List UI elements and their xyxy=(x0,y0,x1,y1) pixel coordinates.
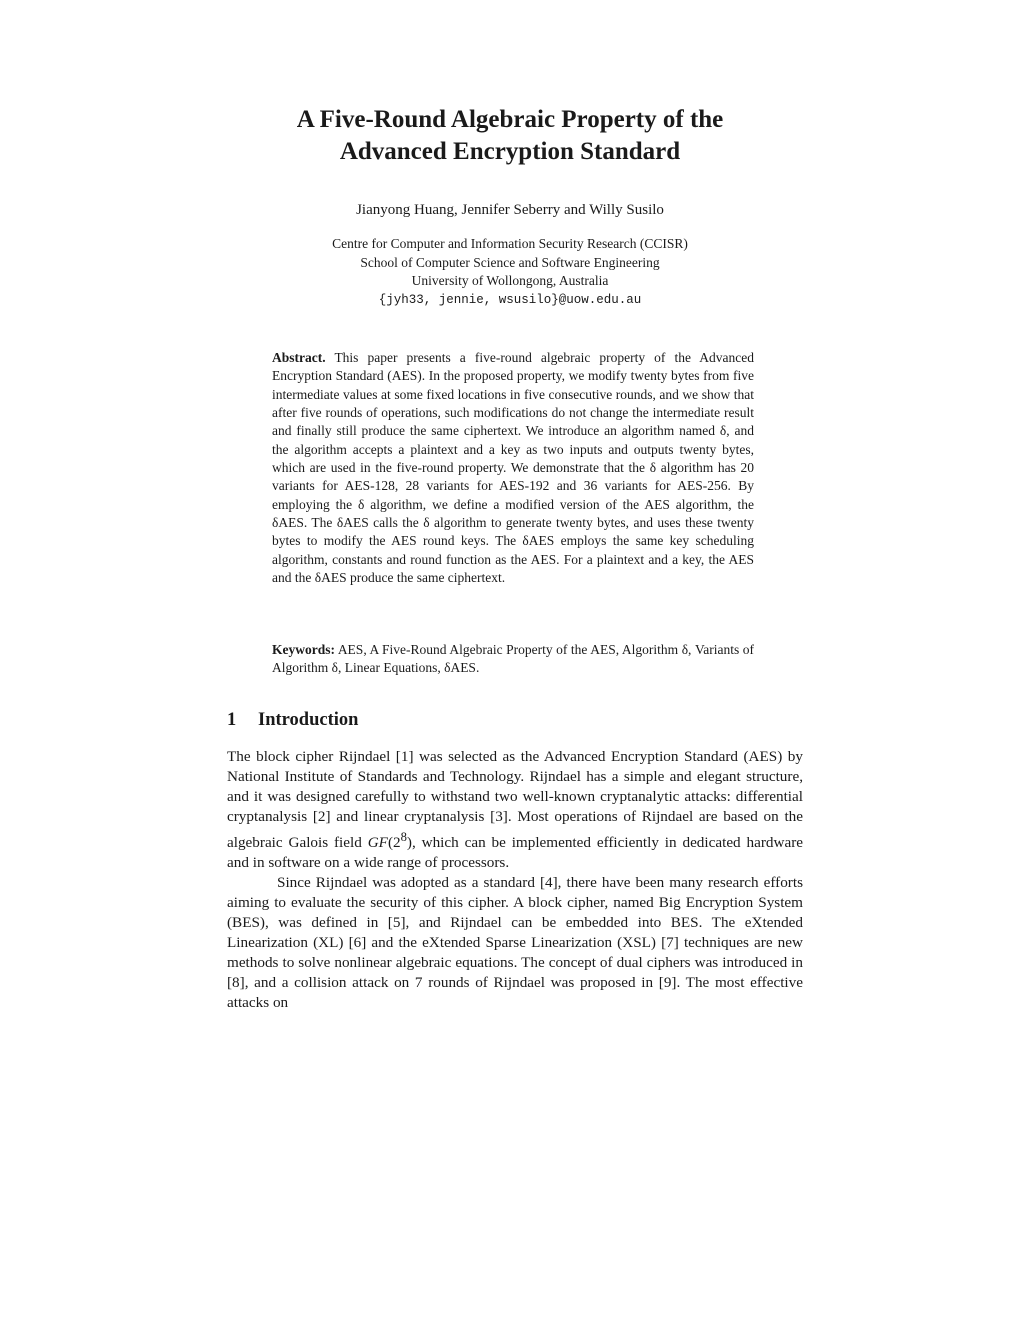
keywords-label: Keywords: xyxy=(272,642,335,657)
abstract xyxy=(272,349,754,587)
intro-p1-text-a: The block cipher Rijndael [1] was selected as the Advanced Encryption Standard (AES) by National Institute of Standards and Technology. Rijndael has a simple and elegant structure, and it was designed carefully to withstand two well-known cryptanalytic attacks: differential cryptanalysis [2] and linear cryptanalysis [3]. Most operations of Rijndael are based on the algebraic Galois field xyxy=(227,748,803,852)
paper-title xyxy=(180,104,840,168)
affiliation-line-university: University of Wollongong, Australia xyxy=(411,273,609,288)
gf-symbol: GF xyxy=(367,834,388,852)
affiliation-block xyxy=(180,235,840,309)
title-line-1: A Five-Round Algebraic Property of the xyxy=(296,106,724,133)
affiliation-line-centre: Centre for Computer and Information Security Research (CCISR) xyxy=(332,236,688,251)
keywords xyxy=(272,641,754,678)
abstract-label: Abstract. xyxy=(272,350,326,365)
affiliation-line-school: School of Computer Science and Software Engineering xyxy=(360,254,660,270)
introduction-body xyxy=(227,747,803,1013)
intro-paragraph-1 xyxy=(227,747,803,873)
section-heading-introduction xyxy=(227,707,803,733)
title-line-2: Advanced Encryption Standard xyxy=(339,138,681,165)
author-list: Jianyong Huang, Jennifer Seberry and Willy Susilo xyxy=(356,202,664,218)
section-title: Introduction xyxy=(258,710,359,730)
gf-exponent: 8 xyxy=(400,830,407,844)
keywords-text: AES, A Five-Round Algebraic Property of the AES, Algorithm δ, Variants of Algorithm δ, Linear Equations, δAES. xyxy=(272,642,755,676)
abstract-text: This paper presents a five-round algebraic property of the Advanced Encryption Standard (AES). In the proposed property, we modify twenty bytes from five intermediate values at some fixed locations in five consecutive rounds, and we show that after five rounds of operations, such modifications do not change the intermediate result and finally still produce the same ciphertext. We introduce an algorithm named δ, and the algorithm accepts a plaintext and a key as two inputs and outputs twenty bytes, which are used in the five-round property. We demonstrate that the δ algorithm has 20 variants for AES-128, 28 variants for AES-192 and 36 variants for AES-256. By employing the δ algorithm, we define a modified version of the AES algorithm, the δAES. The δAES calls the δ algorithm to generate twenty bytes, and uses these twenty bytes to modify the AES round keys. The δAES employs the same key scheduling algorithm, constants and round function as the AES. For a plaintext and a key, the AES and the δAES produce the same ciphertext. xyxy=(272,350,754,586)
intro-paragraph-2: Since Rijndael was adopted as a standard [4], there have been many research efforts aiming to evaluate the security of this cipher. A block cipher, named Big Encryption System (BES), was defined in [5], and Rijndael can be embedded into BES. The eXtended Linearization (XL) [6] and the eXtended Sparse Linearization (XSL) [7] techniques are new methods to solve nonlinear algebraic equations. The concept of dual ciphers was introduced in [8], and a collision attack on 7 rounds of Rijndael was proposed in [9]. The most effective attacks on xyxy=(227,874,803,1012)
section-number: 1 xyxy=(227,710,237,730)
gf-open: (2 xyxy=(387,834,401,852)
author-emails: {jyh33, jennie, wsusilo}@uow.edu.au xyxy=(378,292,642,307)
intro-p1-text-b: ), which can be implemented efficiently in dedicated hardware and in software on a wide range of processors. xyxy=(227,834,803,872)
